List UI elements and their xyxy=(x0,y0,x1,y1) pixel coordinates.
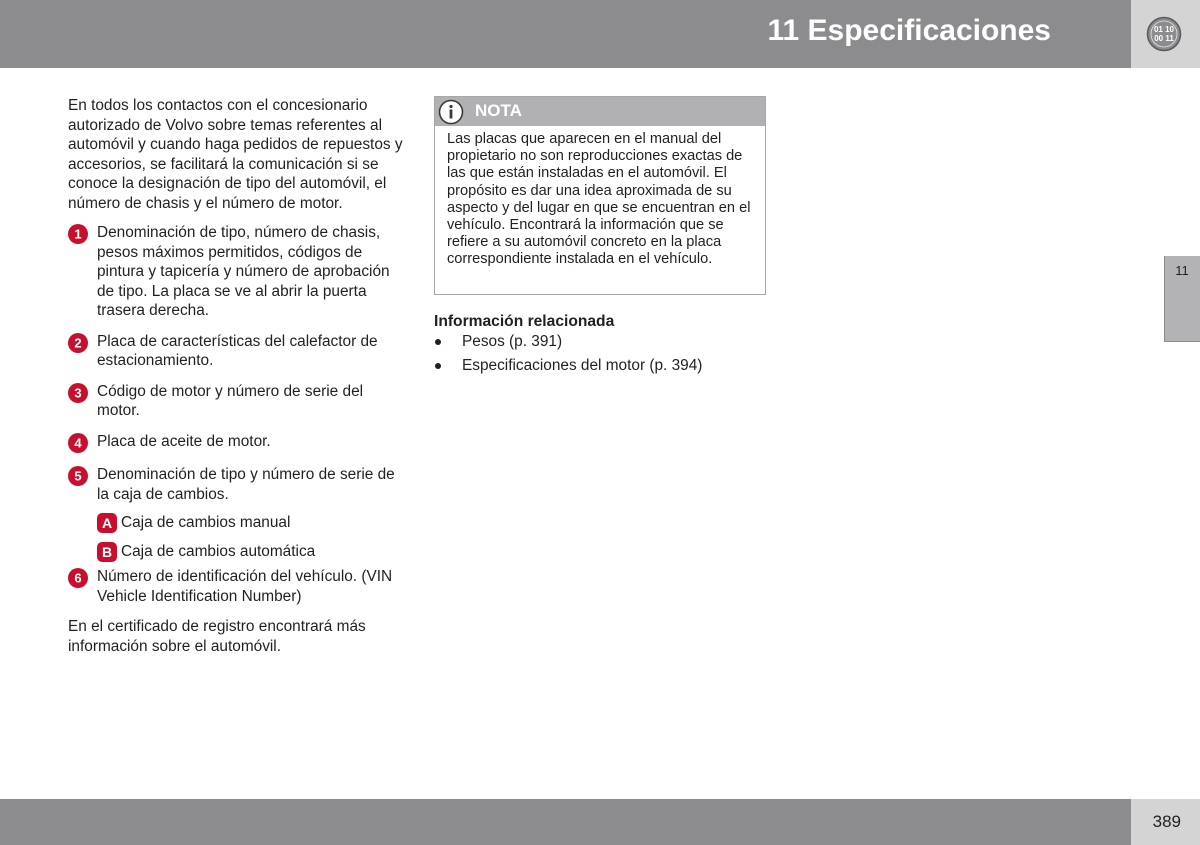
main-column xyxy=(68,96,403,666)
list-item-text: Código de motor y número de serie del motor. xyxy=(97,382,364,419)
footer-bar xyxy=(0,799,1131,845)
chapter-side-tab[interactable] xyxy=(1164,256,1200,342)
odometer-digits-icon xyxy=(1146,16,1182,52)
number-marker-icon xyxy=(68,224,88,244)
related-link[interactable]: Especificaciones del motor (p. 394) xyxy=(434,356,774,376)
list-item xyxy=(68,567,403,606)
sub-list-item-text: Caja de cambios manual xyxy=(121,514,291,531)
list-item xyxy=(68,465,403,504)
svg-text:B: B xyxy=(101,543,113,560)
svg-text:4: 4 xyxy=(74,435,82,450)
list-item-text: Denominación de tipo y número de serie de la caja de cambios. xyxy=(97,466,395,503)
svg-text:1: 1 xyxy=(74,226,82,242)
note-header xyxy=(435,97,765,126)
note-body: Las placas que aparecen en el manual del propietario no son reproducciones exactas de las que están instaladas en el automóvil. El propósito es dar una idea aproximada de su aspecto y del lugar en que se encuentran en el vehículo. Encontrará la información que se refiere a su automóvil concreto en la placa correspondiente instalada en el vehículo. xyxy=(447,131,751,268)
list-item-text: Número de identificación del vehículo. (VIN Vehicle Identification Number) xyxy=(97,568,393,605)
note-title: NOTA xyxy=(475,101,522,120)
sub-list-item-text: Caja de cambios automática xyxy=(121,542,316,560)
letter-marker-icon xyxy=(97,542,117,562)
list-item xyxy=(68,223,403,321)
svg-text:5: 5 xyxy=(74,468,82,484)
number-marker-icon xyxy=(68,333,88,353)
related-info xyxy=(434,312,774,381)
intro-paragraph: En todos los contactos con el concesionario autorizado de Volvo sobre temas referentes al automóvil y cuando haga pedidos de repuestos y accesorios, se facilitará la comunicación si se conoce la designación de tipo del automóvil, el número de chasis y el número de motor. xyxy=(68,97,403,212)
list-item-text: Denominación de tipo, número de chasis, pesos máximos permitidos, códigos de pintura y tapicería y número de aprobación de tipo. La placa se ve al abrir la puerta trasera derecha. xyxy=(97,224,390,319)
page-number: 389 xyxy=(1152,812,1181,831)
related-heading: Información relacionada xyxy=(434,313,615,330)
svg-text:3: 3 xyxy=(74,385,82,400)
bullet-icon xyxy=(435,339,441,345)
list-item xyxy=(68,332,403,371)
list-item xyxy=(68,382,403,421)
related-links xyxy=(434,332,774,376)
svg-text:6: 6 xyxy=(74,570,82,586)
number-marker-icon xyxy=(68,433,88,453)
svg-text:2: 2 xyxy=(74,335,82,350)
chapter-title: 11 Especificaciones xyxy=(767,14,1051,47)
number-marker-icon xyxy=(68,466,88,486)
svg-text:A: A xyxy=(101,515,113,531)
side-tab-label: 11 xyxy=(1175,263,1189,278)
number-marker-icon xyxy=(68,383,88,403)
sub-list-item xyxy=(68,513,403,533)
icon-digits-top: 01 10 xyxy=(1153,25,1175,34)
bullet-icon xyxy=(435,363,441,369)
header-bar xyxy=(0,0,1131,68)
sub-list-item xyxy=(68,542,403,562)
closing-paragraph: En el certificado de registro encontrará más información sobre el automóvil. xyxy=(68,618,366,655)
list-item xyxy=(68,432,403,452)
number-marker-icon xyxy=(68,568,88,588)
info-icon xyxy=(438,99,464,125)
related-link[interactable]: Pesos (p. 391) xyxy=(434,332,774,352)
list-item-text: Placa de características del calefactor de estacionamiento. xyxy=(97,332,378,369)
note-box xyxy=(434,96,766,295)
list-item-text: Placa de aceite de motor. xyxy=(97,432,271,450)
icon-digits-bottom: 00 11 xyxy=(1154,34,1174,43)
letter-marker-icon xyxy=(97,513,117,533)
